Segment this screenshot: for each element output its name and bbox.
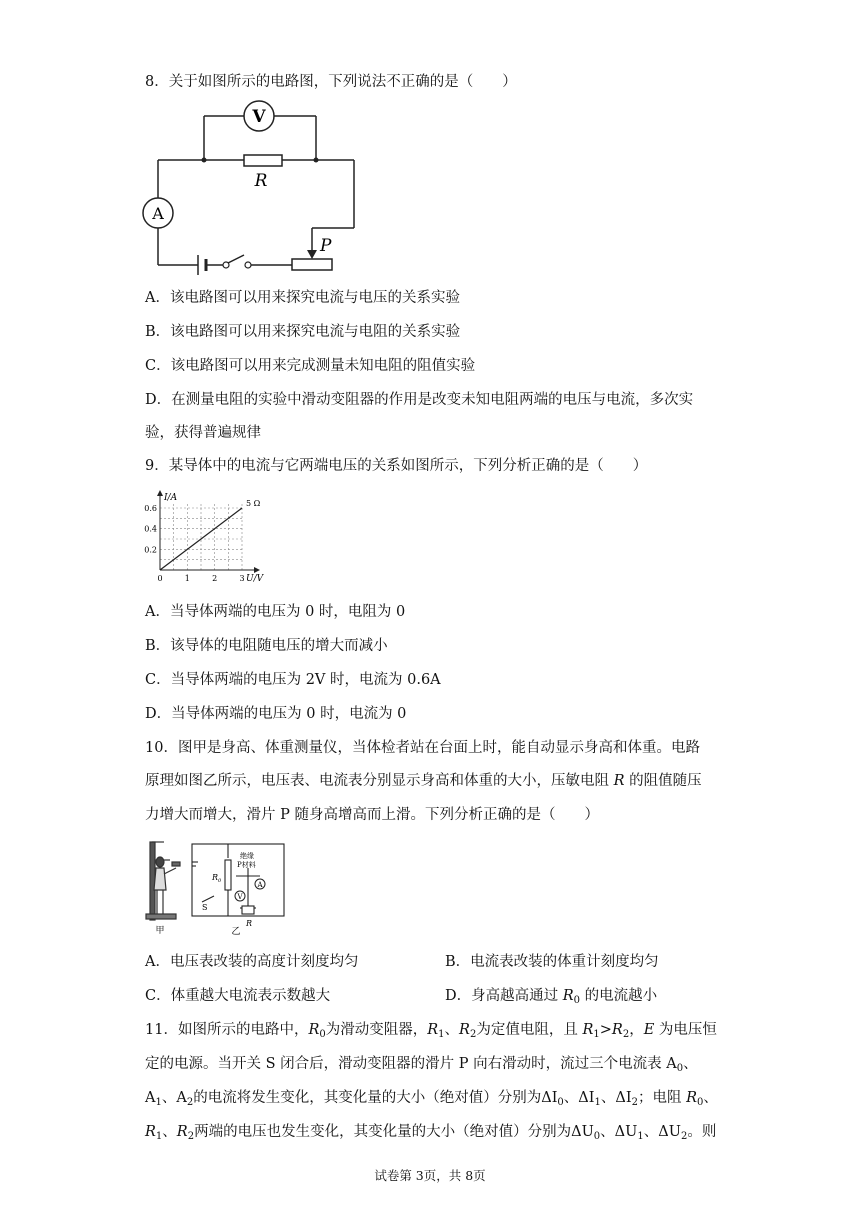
svg-text:绝缘: 绝缘 (240, 852, 254, 860)
q9-option-d[interactable]: D．当导体两端的电压为 0 时，电流为 0 (145, 706, 407, 722)
y-tick-label: 0.4 (144, 524, 157, 534)
q9-iu-chart (140, 486, 280, 590)
label-jia: 甲 (155, 926, 165, 936)
y-tick-label: 0.6 (144, 504, 157, 513)
voltmeter-symbol (244, 101, 274, 131)
q10-option-d[interactable]: D．身高越高通过 $R_0$ 的电流越小 (445, 988, 658, 1006)
svg-text:P材料: P材料 (237, 861, 256, 869)
q10-option-c[interactable]: C．体重越大电流表示数越大 (145, 988, 331, 1004)
q9-stem: 9．某导体中的电流与它两端电压的关系如图所示，下列分析正确的是（ ） (145, 458, 648, 474)
height-weight-scale-illustration (146, 842, 180, 920)
q10-option-a[interactable]: A．电压表改装的高度计刻度均匀 (145, 954, 359, 970)
x-axis-arrow (254, 567, 260, 573)
q8-option-d[interactable]: D．在测量电阻的实验中滑动变阻器的作用是改变未知电阻两端的电压与电流，多次实 (145, 392, 694, 408)
x-tick-label: 2 (212, 574, 218, 583)
svg-text:S: S (202, 903, 208, 912)
svg-text:V: V (237, 893, 243, 901)
q8-circuit-diagram (140, 100, 370, 280)
x-tick-label: 3 (239, 574, 245, 583)
q8-option-d-continued: 验，获得普遍规律 (145, 425, 261, 441)
q11-line-4: $R_1$、$R_2$两端的电压也发生变化，其变化量的大小（绝对值）分别为$\Delta U_0$、$\Delta U_1$、$\Delta U_2$。则 (145, 1124, 717, 1142)
svg-text:V: V (252, 107, 266, 127)
q10-stem-line-2: 原理如图乙所示，电压表、电流表分别显示身高和体重的大小，压敏电阻 R 的阻值随压 (145, 773, 702, 789)
q9-option-c[interactable]: C．当导体两端的电压为 2V 时，电流为 0.6A (145, 672, 441, 688)
y-axis-label: I/A (164, 493, 178, 503)
series-label: 5 Ω (246, 499, 261, 508)
q9-option-b[interactable]: B．该导体的电阻随电压的增大而减小 (145, 638, 388, 654)
svg-text:R: R (246, 919, 253, 928)
q11-line-1: 11．如图所示的电路中，$R_0$为滑动变阻器，$R_1$、$R_2$为定值电阻，且 $R_1>R_2$，E 为电压恒 (145, 1022, 717, 1040)
y-axis-arrow (157, 490, 163, 496)
q8-option-a[interactable]: A．该电路图可以用来探究电流与电压的关系实验 (145, 290, 460, 306)
q11-line-3: $A_1$、$A_2$的电流将发生变化，其变化量的大小（绝对值）分别为$\Delta I_0$、$\Delta I_1$、$\Delta I_2$；电阻 $R_0$、 (145, 1090, 718, 1108)
q11-line-2: 定的电源。当开关 S 闭合后，滑动变阻器的滑片 P 向右滑动时，流过三个电流表 $A_0$、 (145, 1056, 698, 1074)
q8-option-b[interactable]: B．该电路图可以用来探究电流与电阻的关系实验 (145, 324, 461, 340)
q10-option-b[interactable]: B．电流表改装的体重计刻度均匀 (445, 954, 659, 970)
page-footer: 试卷第 3页，共 8页 (374, 1168, 486, 1183)
x-axis-label: U/V (246, 574, 264, 584)
svg-text:A: A (152, 204, 164, 223)
svg-text:A: A (257, 881, 263, 889)
resistor-label: R (254, 171, 268, 191)
q8-option-c[interactable]: C．该电路图可以用来完成测量未知电阻的阻值实验 (145, 358, 476, 374)
x-tick-label: 1 (184, 574, 190, 583)
q10-figure (140, 838, 290, 936)
q9-option-a[interactable]: A．当导体两端的电压为 0 时，电阻为 0 (145, 604, 406, 620)
x-tick-label: 0 (157, 574, 163, 583)
label-yi: 乙 (231, 927, 241, 936)
y-tick-label: 0.2 (144, 545, 157, 555)
svg-text:R0: $R_0$ (212, 873, 222, 884)
q8-stem: 8．关于如图所示的电路图，下列说法不正确的是（ ） (145, 74, 517, 90)
slider-label: P (320, 236, 332, 256)
ammeter-symbol (143, 198, 173, 228)
q10-stem-line-1: 10．图甲是身高、体重测量仪，当体检者站在台面上时，能自动显示身高和体重。电路 (145, 740, 700, 756)
q10-stem-line-3: 力增大而增大，滑片 P 随身高增高而上滑。下列分析正确的是（ ） (145, 807, 599, 823)
